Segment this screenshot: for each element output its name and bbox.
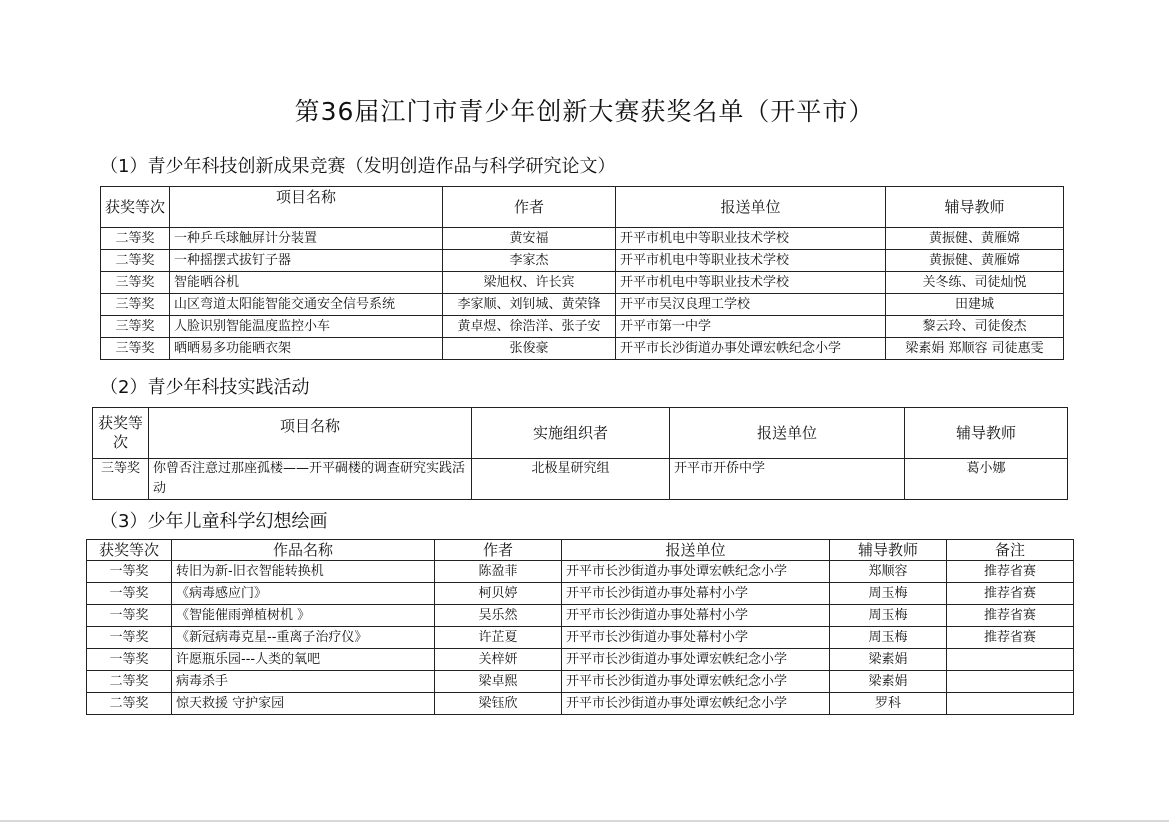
table-row (87, 605, 1074, 627)
cell-teacher: 葛小娜 (905, 459, 1068, 500)
cell-work: 《新冠病毒克星--重离子治疗仪》 (172, 627, 435, 649)
table-row (87, 561, 1074, 583)
col-header-award: 获奖等次 (93, 408, 149, 459)
cell-project: 智能晒谷机 (170, 272, 443, 294)
cell-remark: 推荐省赛 (947, 605, 1074, 627)
col-header-project: 项目名称 (149, 408, 472, 459)
cell-teacher: 周玉梅 (830, 605, 947, 627)
section1-table (100, 186, 1064, 360)
cell-unit: 开平市长沙街道办事处谭宏帙纪念小学 (562, 671, 830, 693)
col-header-unit: 报送单位 (670, 408, 905, 459)
cell-teacher: 梁素娟 郑顺容 司徒惠雯 (886, 338, 1064, 360)
col-header-unit: 报送单位 (562, 540, 830, 561)
section2-heading: （2）青少年科技实践活动 (100, 377, 310, 398)
cell-award: 一等奖 (87, 649, 172, 671)
page-title: 第36届江门市青少年创新大赛获奖名单（开平市） (294, 97, 875, 126)
cell-author: 梁旭权、许长宾 (443, 272, 616, 294)
cell-remark: 推荐省赛 (947, 627, 1074, 649)
cell-teacher: 田建城 (886, 294, 1064, 316)
cell-award: 二等奖 (101, 250, 170, 272)
cell-teacher: 郑顺容 (830, 561, 947, 583)
cell-unit: 开平市长沙街道办事处谭宏帙纪念小学 (562, 649, 830, 671)
col-header-award: 获奖等次 (101, 187, 170, 228)
section3-header-row (87, 540, 1074, 561)
cell-author: 黄安福 (443, 228, 616, 250)
col-header-work: 作品名称 (172, 540, 435, 561)
cell-unit: 开平市机电中等职业技术学校 (616, 272, 886, 294)
cell-unit: 开平市开侨中学 (670, 459, 905, 500)
cell-award: 一等奖 (87, 605, 172, 627)
cell-project: 一种乒乓球触屏计分装置 (170, 228, 443, 250)
section1-heading: （1）青少年科技创新成果竞赛（发明创造作品与科学研究论文） (100, 156, 616, 177)
cell-author: 吴乐然 (435, 605, 562, 627)
cell-remark: 推荐省赛 (947, 583, 1074, 605)
table-row (87, 693, 1074, 715)
cell-author: 许芷夏 (435, 627, 562, 649)
cell-unit: 开平市长沙街道办事处谭宏帙纪念小学 (562, 561, 830, 583)
cell-project: 晒晒易多功能晒衣架 (170, 338, 443, 360)
section2-header-row (93, 408, 1068, 459)
cell-teacher: 罗科 (830, 693, 947, 715)
cell-award: 三等奖 (101, 338, 170, 360)
cell-remark: 推荐省赛 (947, 561, 1074, 583)
col-header-unit: 报送单位 (616, 187, 886, 228)
table-row (101, 228, 1064, 250)
cell-award: 二等奖 (87, 671, 172, 693)
cell-author: 梁钰欣 (435, 693, 562, 715)
cell-author: 李家杰 (443, 250, 616, 272)
cell-author: 黄卓煜、徐浩洋、张子安 (443, 316, 616, 338)
cell-remark (947, 649, 1074, 671)
table-row (87, 649, 1074, 671)
col-header-organizer: 实施组织者 (472, 408, 670, 459)
cell-project: 山区弯道太阳能智能交通安全信号系统 (170, 294, 443, 316)
section2-table (92, 407, 1068, 500)
cell-teacher: 黄振健、黄雁嫦 (886, 228, 1064, 250)
section1-header-row (101, 187, 1064, 228)
cell-project: 一种摇摆式拔钉子器 (170, 250, 443, 272)
table-row (87, 583, 1074, 605)
cell-teacher: 周玉梅 (830, 627, 947, 649)
cell-award: 二等奖 (101, 228, 170, 250)
cell-author: 陈盈菲 (435, 561, 562, 583)
cell-remark (947, 671, 1074, 693)
table-row (101, 316, 1064, 338)
cell-work: 惊天救援 守护家园 (172, 693, 435, 715)
cell-work: 《智能催雨弹植树机 》 (172, 605, 435, 627)
col-header-award: 获奖等次 (87, 540, 172, 561)
cell-award: 三等奖 (101, 272, 170, 294)
section3-table (86, 539, 1074, 715)
cell-teacher: 黄振健、黄雁嫦 (886, 250, 1064, 272)
cell-unit: 开平市机电中等职业技术学校 (616, 228, 886, 250)
cell-teacher: 周玉梅 (830, 583, 947, 605)
cell-author: 梁卓熙 (435, 671, 562, 693)
cell-author: 柯贝婷 (435, 583, 562, 605)
cell-unit: 开平市长沙街道办事处幕村小学 (562, 583, 830, 605)
cell-author: 李家顺、刘钊城、黄荣锋 (443, 294, 616, 316)
table-row (101, 250, 1064, 272)
cell-teacher: 梁素娟 (830, 671, 947, 693)
cell-unit: 开平市机电中等职业技术学校 (616, 250, 886, 272)
table-row (87, 627, 1074, 649)
col-header-teacher: 辅导教师 (905, 408, 1068, 459)
col-header-project: 项目名称 (170, 187, 443, 228)
cell-unit: 开平市长沙街道办事处谭宏帙纪念小学 (616, 338, 886, 360)
cell-unit: 开平市长沙街道办事处幕村小学 (562, 605, 830, 627)
cell-award: 三等奖 (101, 294, 170, 316)
cell-award: 一等奖 (87, 583, 172, 605)
cell-work: 《病毒感应门》 (172, 583, 435, 605)
cell-author: 张俊豪 (443, 338, 616, 360)
cell-award: 一等奖 (87, 627, 172, 649)
table-row (101, 272, 1064, 294)
table-row (93, 459, 1068, 500)
cell-unit: 开平市第一中学 (616, 316, 886, 338)
cell-unit: 开平市吴汉良理工学校 (616, 294, 886, 316)
cell-teacher: 黎云玲、司徒俊杰 (886, 316, 1064, 338)
cell-award: 一等奖 (87, 561, 172, 583)
cell-work: 转旧为新-旧衣智能转换机 (172, 561, 435, 583)
cell-unit: 开平市长沙街道办事处幕村小学 (562, 627, 830, 649)
cell-teacher: 关冬练、司徒灿悦 (886, 272, 1064, 294)
col-header-author: 作者 (435, 540, 562, 561)
col-header-remark: 备注 (947, 540, 1074, 561)
cell-unit: 开平市长沙街道办事处谭宏帙纪念小学 (562, 693, 830, 715)
cell-remark (947, 693, 1074, 715)
table-row (101, 294, 1064, 316)
col-header-teacher: 辅导教师 (830, 540, 947, 561)
cell-work: 许愿瓶乐园---人类的氧吧 (172, 649, 435, 671)
cell-teacher: 梁素娟 (830, 649, 947, 671)
cell-award: 三等奖 (101, 316, 170, 338)
table-row (101, 338, 1064, 360)
col-header-author: 作者 (443, 187, 616, 228)
cell-project: 人脸识别智能温度监控小车 (170, 316, 443, 338)
cell-award: 三等奖 (93, 459, 149, 500)
cell-award: 二等奖 (87, 693, 172, 715)
col-header-teacher: 辅导教师 (886, 187, 1064, 228)
cell-organizer: 北极星研究组 (472, 459, 670, 500)
cell-author: 关梓妍 (435, 649, 562, 671)
page-edge-line (0, 820, 1169, 822)
cell-project: 你曾否注意过那座孤楼——开平碉楼的调查研究实践活动 (149, 459, 472, 500)
table-row (87, 671, 1074, 693)
cell-work: 病毒杀手 (172, 671, 435, 693)
section3-heading: （3）少年儿童科学幻想绘画 (100, 511, 328, 532)
